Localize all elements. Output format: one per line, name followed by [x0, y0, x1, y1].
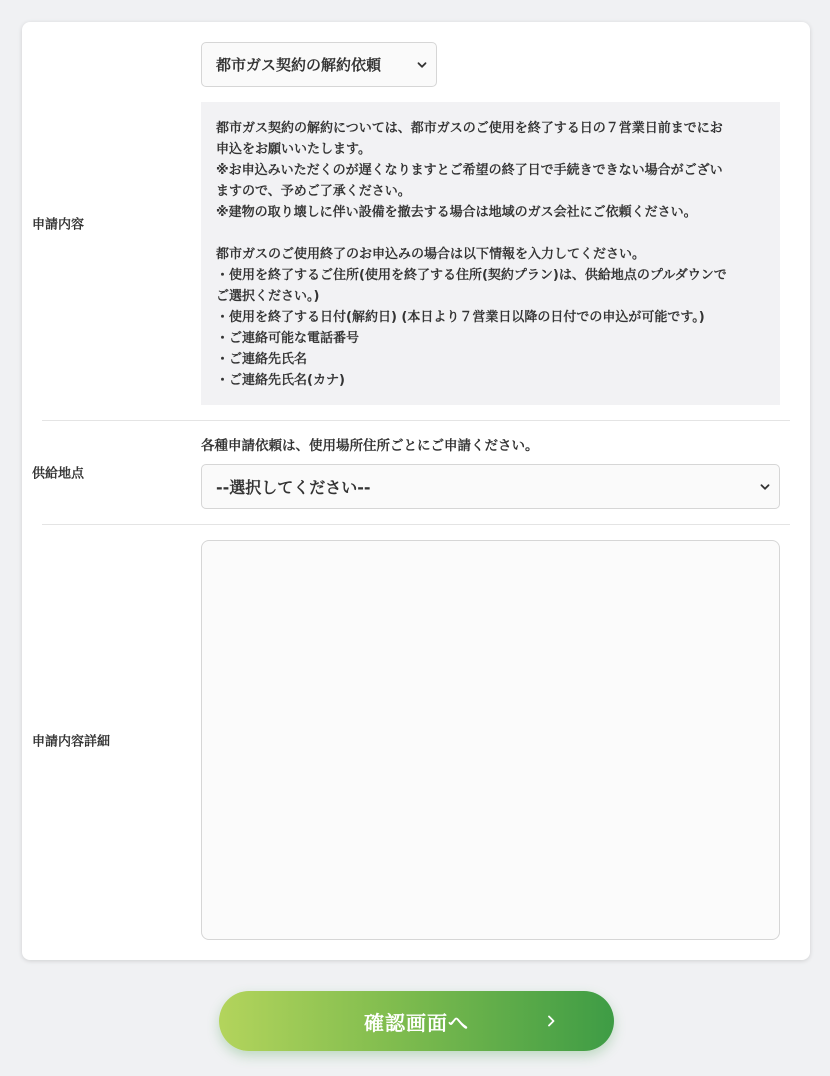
- supply-point-label: 供給地点: [32, 466, 85, 482]
- application-type-selected-value: 都市ガス契約の解約依頼: [216, 56, 382, 74]
- chevron-down-icon: [760, 482, 770, 492]
- notice-line: ・ご連絡先氏名: [216, 352, 308, 367]
- confirm-screen-button[interactable]: [219, 991, 614, 1051]
- row-divider: [42, 420, 790, 421]
- chevron-down-icon: [417, 60, 427, 70]
- row-divider: [42, 524, 790, 525]
- application-notice-box: [201, 102, 780, 405]
- notice-line: ※お申込みいただくのが遅くなりますとご希望の終了日で手続きできない場合がござい: [216, 163, 723, 178]
- application-form-card: [22, 22, 810, 960]
- supply-point-selected-value: --選択してください--: [216, 478, 371, 497]
- notice-line: 都市ガスのご使用終了のお申込みの場合は以下情報を入力してください。: [216, 247, 646, 262]
- supply-point-hint: 各種申請依頼は、使用場所住所ごとにご申請ください。: [201, 438, 539, 454]
- notice-line: ・ご連絡可能な電話番号: [216, 331, 360, 346]
- notice-line: 申込をお願いいたします。: [216, 142, 371, 157]
- application-type-select[interactable]: [201, 42, 437, 87]
- notice-line: ・使用を終了するご住所(使用を終了する住所(契約プラン)は、供給地点のプルダウンで: [216, 268, 727, 283]
- notice-spacer: [216, 223, 766, 244]
- application-content-label: 申請内容: [32, 217, 85, 233]
- details-label: 申請内容詳細: [32, 734, 111, 750]
- notice-line: ますので、予めご了承ください。: [216, 184, 411, 199]
- notice-line: ご選択ください。): [216, 289, 320, 304]
- notice-line: ・ご連絡先氏名(カナ): [216, 373, 345, 388]
- chevron-right-icon: [544, 1014, 558, 1028]
- notice-line: ※建物の取り壊しに伴い設備を撤去する場合は地域のガス会社にご依頼ください。: [216, 205, 697, 220]
- supply-point-select[interactable]: [201, 464, 780, 509]
- notice-line: 都市ガス契約の解約については、都市ガスのご使用を終了する日の７営業日前までにお: [216, 121, 723, 136]
- notice-line: ・使用を終了する日付(解約日) (本日より７営業日以降の日付での申込が可能です。): [216, 310, 705, 325]
- confirm-screen-button-label: 確認画面へ: [364, 1010, 469, 1035]
- details-textarea[interactable]: [201, 540, 780, 940]
